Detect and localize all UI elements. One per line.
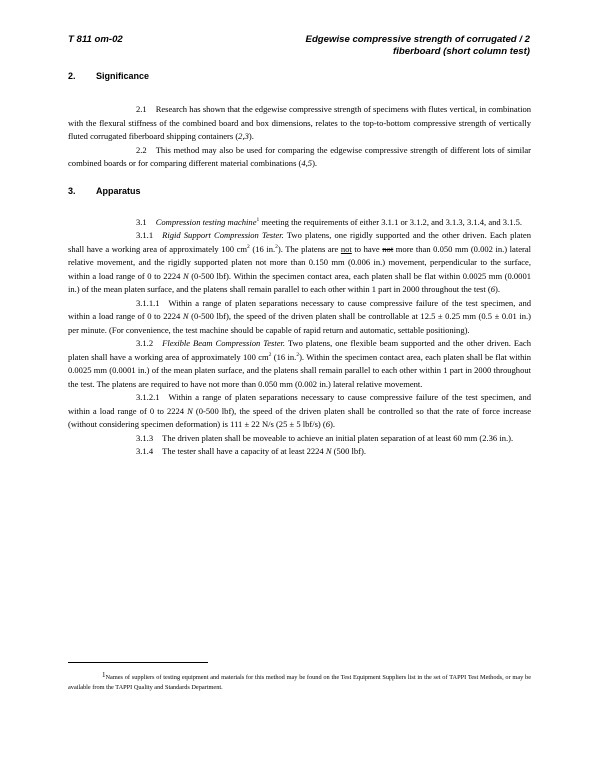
- paragraph-2-1: 2.1 Research has shown that the edgewise compressive strength of specimens with flutes vertical, in combination with the flexural stiffness of the combined board and box dimensions, relates to the top-to-bottom compressive strength of vertically fluted corrugated fiberboard shipping containers (2,3).: [68, 104, 531, 141]
- paragraph-3-1-1-1: 3.1.1.1 Within a range of platen separations necessary to cause compressive failure of the test specimen, and within a load range of 0 to 2224 N (0-500 lbf), the speed of the driven platen shall be controllable at 12.5 ± 0.25 mm (0.5 ± 0.01 in.) per minute. (For convenience, the test machine should be capable of rapid return and automatic, settable positioning).: [68, 297, 531, 335]
- paragraph-number: 3.1.1: [136, 230, 154, 240]
- paragraph-3-1-2-1: 3.1.2.1 Within a range of platen separations necessary to cause compressive failure of the test specimen, and within a load range of 0 to 2224 N (0-500 lbf), the speed of the driven platen shall be controlled so that the rate of force increase (without considering specimen deformation) is 111 ± 22 N/s (25 ± 5 lbf/s) (6).: [68, 392, 531, 429]
- paragraph-3-1-4: 3.1.4 The tester shall have a capacity of at least 2224 N (500 lbf).: [68, 445, 531, 459]
- section-number: 2.: [68, 71, 76, 81]
- paragraph-number: 3.1.4: [136, 446, 154, 456]
- paragraph-number: 3.1: [136, 216, 147, 227]
- citation: 6: [325, 419, 331, 429]
- paragraph-number: 3.1.2: [136, 338, 154, 348]
- paragraph-3-1-3: 3.1.3 The driven platen shall be moveable to achieve an initial platen separation of at least 60 mm (2.36 in.).: [68, 432, 531, 446]
- running-title: [306, 34, 530, 58]
- paragraph-3-1-2: 3.1.2 Flexible Beam Compression Tester. Two platens, one flexible beam supported and the other driven. Each platen shall have a working area of approximately 100 $cm^2$ (16 in.$^2$). Within the specimen contact area, each platen shall be flat within 0.0025 mm (0.0001 in.) of the mean platen surface, and the platens shall remain parallel to each other within 1 part in 2000 throughout the test. The platens are required to have not more than 0.050 mm (0.002 in.) lateral relative movement.: [68, 338, 532, 389]
- section-title: Apparatus: [96, 185, 141, 196]
- footnote-ref: 1: [256, 216, 260, 223]
- paragraph-3-1-1: 3.1.1 Rigid Support Compression Tester. Two platens, one rigidly supported and the other driven. Each platen shall have a working area of approximately 100 $cm^2$ (16 in.$^2$). The platens are not to have not more than 0.050 mm (0.002 in.) lateral relative movement, and the rigidly supported platen not more than 0.150 mm (0.006 in.) movement, perpendicular to the surface, within a load range of 0 to 2224 N (0-500 lbf). Within the specimen contact area, each platen shall be flat within 0.0025 mm (0.0001 in.) of the mean platen surface, and the platens shall remain parallel to each other within 1 part in 2000 throughout the test (6).: [68, 230, 532, 294]
- footnote-divider: [68, 662, 208, 663]
- citation: 6: [490, 284, 495, 294]
- running-title-line-1: Edgewise compressive strength of corrugated / 2: [305, 34, 530, 45]
- document-id: T 811 om-02: [68, 34, 123, 45]
- paragraph-number: 2.1: [136, 104, 147, 114]
- citation: 2,3: [238, 131, 249, 141]
- paragraph-3-1: 3.1 Compression testing machine$^1$ meeting the requirements of either 3.1.1 or 3.1.2, and 3.1.3, 3.1.4, and 3.1.5.: [68, 216, 531, 230]
- section-number: 3.: [68, 185, 76, 196]
- paragraph-number: 3.1.1.1: [136, 297, 160, 308]
- running-title-line-2: fiberboard (short column test): [393, 46, 530, 57]
- footnote-mark: 1: [102, 671, 106, 679]
- section-title: Significance: [96, 71, 150, 81]
- section-heading-apparatus: [68, 185, 531, 197]
- footnote: [68, 670, 531, 693]
- paragraph-2-2: 2.2 This method may also be used for comparing the edgewise compressive strength of different lots of similar combined boards or for comparing different material combinations (4,5).: [68, 144, 531, 168]
- citation: 4,5: [301, 158, 313, 168]
- paragraph-number: 3.1.2.1: [136, 392, 160, 402]
- footnote-text: Names of suppliers of testing equipment and materials for this method may be found on the Test Equipment Suppliers list in the set of TAPPI Test Methods, or may be available from the TAPPI Quality and Standards Department.: [68, 674, 531, 691]
- document-body: [68, 70, 531, 459]
- paragraph-number: 3.1.3: [136, 432, 154, 443]
- paragraph-number: 2.2: [136, 144, 147, 155]
- section-heading-significance: [68, 70, 531, 82]
